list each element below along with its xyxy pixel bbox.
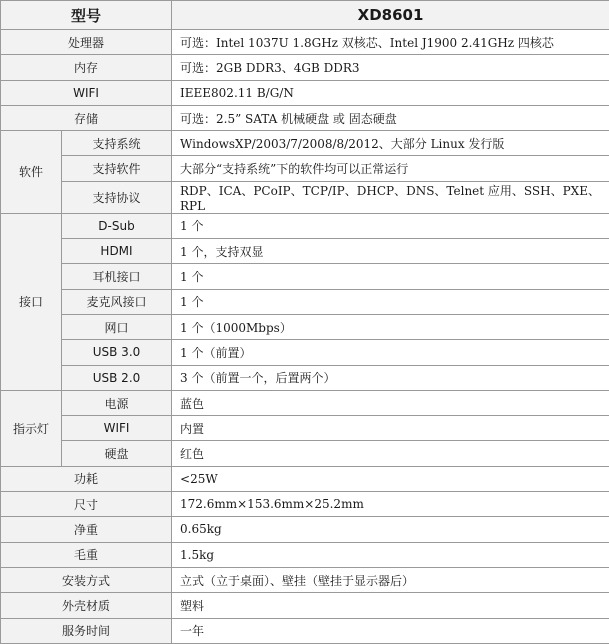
- table-row: [1, 492, 609, 517]
- storage-value: 可选：2.5” SATA 机械硬盘 或 固态硬盘: [172, 105, 609, 130]
- port-item-label: D-Sub: [62, 213, 172, 238]
- software-item-value: RDP、ICA、PCoIP、TCP/IP、DHCP、DNS、Telnet 应用、SSH、PXE、RPL: [172, 181, 609, 213]
- table-row: [1, 416, 609, 441]
- software-item-label: 支持协议: [62, 181, 172, 213]
- port-item-value: 1 个: [172, 289, 609, 314]
- net-weight-value: 0.65kg: [172, 517, 609, 542]
- port-item-value: 1 个: [172, 264, 609, 289]
- size-value: 172.6mm×153.6mm×25.2mm: [172, 492, 609, 517]
- indicator-item-label: 硬盘: [62, 441, 172, 466]
- table-row: [1, 517, 609, 542]
- memory-value: 可选：2GB DDR3、4GB DDR3: [172, 55, 609, 80]
- table-row: [1, 441, 609, 466]
- port-item-value: 1 个，支持双显: [172, 239, 609, 264]
- software-group-label: 软件: [1, 131, 62, 214]
- table-row: [1, 264, 609, 289]
- mounting-label: 安装方式: [1, 567, 172, 592]
- shell-material-label: 外壳材质: [1, 593, 172, 618]
- table-row: [1, 181, 609, 213]
- table-row: [1, 105, 609, 130]
- software-item-value: 大部分“支持系统”下的软件均可以正常运行: [172, 156, 609, 181]
- table-row: [1, 314, 609, 339]
- table-row: [1, 131, 609, 156]
- net-weight-label: 净重: [1, 517, 172, 542]
- table-row: [1, 618, 609, 643]
- indicators-group-label: 指示灯: [1, 390, 62, 466]
- indicator-item-label: WIFI: [62, 416, 172, 441]
- indicator-item-value: 蓝色: [172, 390, 609, 415]
- service-time-value: 一年: [172, 618, 609, 643]
- wifi-value: IEEE802.11 B/G/N: [172, 80, 609, 105]
- table-row: [1, 30, 609, 55]
- indicator-item-label: 电源: [62, 390, 172, 415]
- gross-weight-value: 1.5kg: [172, 542, 609, 567]
- port-item-label: USB 2.0: [62, 365, 172, 390]
- shell-material-value: 塑料: [172, 593, 609, 618]
- table-row: [1, 80, 609, 105]
- power-consumption-label: 功耗: [1, 466, 172, 491]
- table-row: [1, 213, 609, 238]
- port-item-label: 网口: [62, 314, 172, 339]
- table-header-row: [1, 1, 609, 30]
- table-row: [1, 156, 609, 181]
- port-item-value: 1 个（前置）: [172, 340, 609, 365]
- storage-label: 存储: [1, 105, 172, 130]
- gross-weight-label: 毛重: [1, 542, 172, 567]
- mounting-value: 立式（立于桌面）、壁挂（壁挂于显示器后）: [172, 567, 609, 592]
- port-item-value: 3 个（前置一个，后置两个）: [172, 365, 609, 390]
- service-time-label: 服务时间: [1, 618, 172, 643]
- indicator-item-value: 内置: [172, 416, 609, 441]
- table-row: [1, 289, 609, 314]
- table-row: [1, 340, 609, 365]
- table-row: [1, 239, 609, 264]
- cpu-value: 可选：Intel 1037U 1.8GHz 双核芯、Intel J1900 2.41GHz 四核芯: [172, 30, 609, 55]
- table-row: [1, 593, 609, 618]
- port-item-label: HDMI: [62, 239, 172, 264]
- ports-group-label: 接口: [1, 213, 62, 390]
- wifi-label: WIFI: [1, 80, 172, 105]
- table-row: [1, 365, 609, 390]
- cpu-label: 处理器: [1, 30, 172, 55]
- port-item-label: 耳机接口: [62, 264, 172, 289]
- port-item-label: 麦克风接口: [62, 289, 172, 314]
- table-row: [1, 567, 609, 592]
- size-label: 尺寸: [1, 492, 172, 517]
- table-row: [1, 390, 609, 415]
- table-row: [1, 542, 609, 567]
- port-item-value: 1 个: [172, 213, 609, 238]
- software-item-label: 支持软件: [62, 156, 172, 181]
- model-label: 型号: [1, 1, 172, 30]
- model-value: XD8601: [172, 1, 609, 30]
- software-item-value: WindowsXP/2003/7/2008/8/2012、大部分 Linux 发行版: [172, 131, 609, 156]
- port-item-label: USB 3.0: [62, 340, 172, 365]
- power-consumption-value: <25W: [172, 466, 609, 491]
- table-row: [1, 55, 609, 80]
- table-row: [1, 466, 609, 491]
- port-item-value: 1 个（1000Mbps）: [172, 314, 609, 339]
- software-item-label: 支持系统: [62, 131, 172, 156]
- memory-label: 内存: [1, 55, 172, 80]
- indicator-item-value: 红色: [172, 441, 609, 466]
